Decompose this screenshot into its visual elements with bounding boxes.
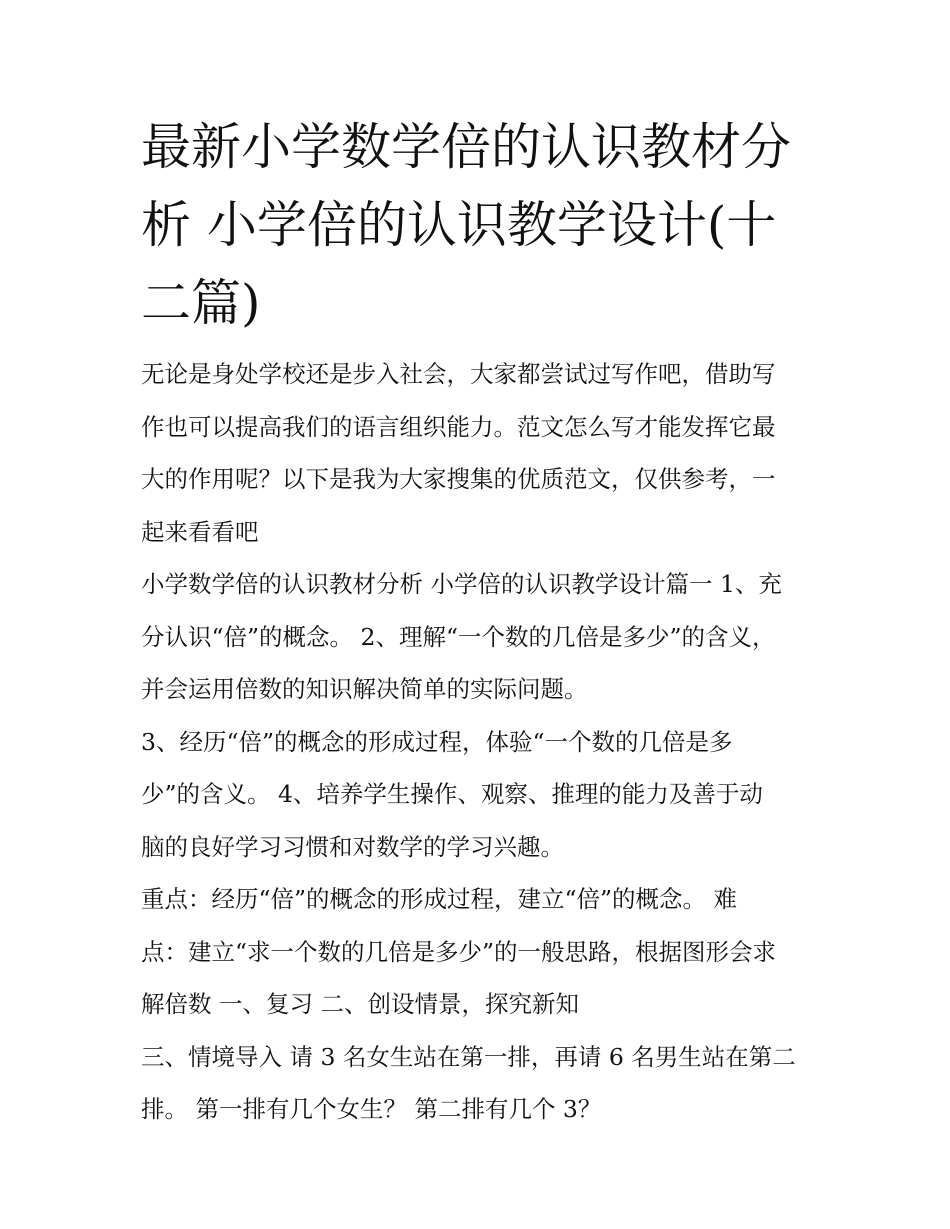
- text-line: 大的作用呢？以下是我为大家搜集的优质范文，仅供参考，一: [141, 465, 776, 493]
- text-line: 并会运用倍数的知识解决简单的实际问题。: [141, 675, 588, 703]
- text-line: 起来看看吧: [141, 517, 259, 546]
- text-line: 作也可以提高我们的语言组织能力。范文怎么写才能发挥它最: [141, 412, 776, 441]
- text-line: 解倍数 一、复习 二、创设情景，探究新知: [141, 990, 579, 1018]
- text-line: 分认识“倍”的概念。 2、理解“一个数的几倍是多少”的含义，: [141, 622, 776, 651]
- text-line: 三、情境导入 请 3 名女生站在第一排，再请 6 名男生站在第二: [141, 1042, 796, 1071]
- document-body: [141, 348, 821, 1136]
- title-line: 二篇): [141, 274, 261, 332]
- title-line: 最新小学数学倍的认识教材分: [141, 118, 791, 176]
- text-line: 少”的含义。 4、培养学生操作、观察、推理的能力及善于动: [141, 780, 763, 808]
- objectives-continued-paragraph: [141, 716, 821, 874]
- objectives-paragraph: [141, 558, 821, 716]
- document-page: [141, 108, 821, 1136]
- text-line: 脑的良好学习习惯和对数学的学习兴趣。: [141, 832, 564, 861]
- key-points-paragraph: [141, 873, 821, 1031]
- intro-paragraph: [141, 348, 821, 558]
- text-line: 小学数学倍的认识教材分析 小学倍的认识教学设计篇一 1、充: [141, 570, 782, 598]
- text-line: 点：建立“求一个数的几倍是多少”的一般思路，根据图形会求: [141, 937, 777, 966]
- text-line: 重点：经历“倍”的概念的形成过程，建立“倍”的概念。 难: [141, 885, 738, 913]
- title-line: 析 小学倍的认识教学设计(十: [141, 196, 777, 254]
- document-title: [141, 108, 801, 342]
- text-line: 排。 第一排有几个女生？ 第二排有几个 3？: [141, 1095, 602, 1123]
- text-line: 3、经历“倍”的概念的形成过程，体验“一个数的几倍是多: [141, 727, 733, 756]
- text-line: 无论是身处学校还是步入社会，大家都尝试过写作吧，借助写: [141, 360, 776, 388]
- scenario-paragraph: [141, 1031, 821, 1136]
